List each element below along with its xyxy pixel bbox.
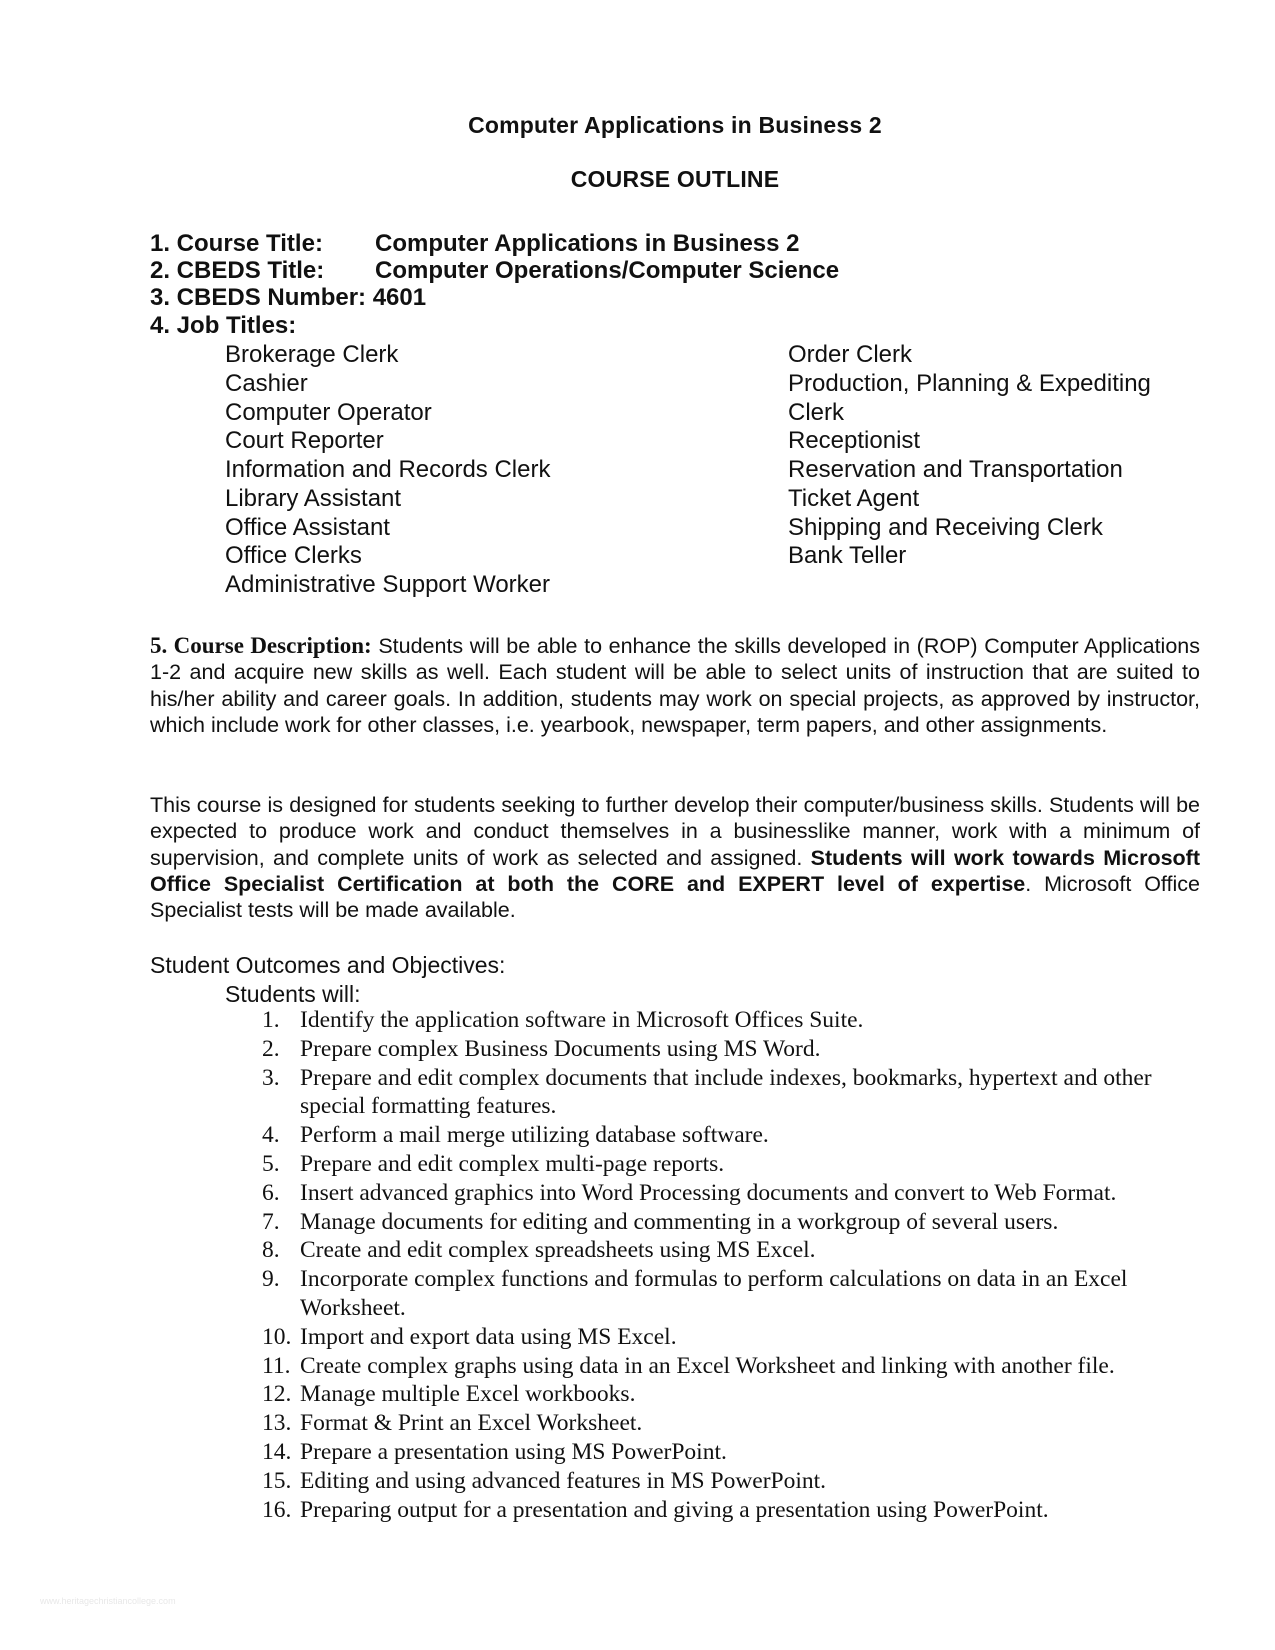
list-item: [262, 1236, 1202, 1265]
list-text: Manage multiple Excel workbooks.: [300, 1381, 636, 1408]
list-number: 13.: [262, 1410, 292, 1437]
job-title-item: Court Reporter: [225, 427, 384, 455]
job-title-item: Computer Operator: [225, 398, 432, 426]
field-value: Computer Operations/Computer Science: [375, 257, 840, 284]
list-number: 14.: [262, 1438, 292, 1465]
course-description-paragraph: [150, 633, 1200, 738]
job-title-item: Administrative Support Worker: [225, 571, 551, 598]
field-value: Computer Applications in Business 2: [375, 230, 800, 257]
list-text: Create complex graphs using data in an Excel Worksheet and linking with another file.: [300, 1352, 1115, 1379]
paragraph-text: . Microsoft Office Specialist tests will be made available.: [150, 871, 1200, 923]
document-subtitle: COURSE OUTLINE: [570, 166, 780, 192]
job-titles-left-column: [225, 341, 550, 600]
list-item: [262, 1179, 1202, 1208]
course-design-paragraph: [150, 792, 1200, 923]
list-text: Manage documents for editing and commenting in a workgroup of several users.: [300, 1208, 1059, 1235]
list-number: 5.: [262, 1150, 280, 1177]
list-text: Prepare complex Business Documents using MS Word.: [300, 1035, 821, 1062]
job-title-item: Ticket Agent: [788, 484, 920, 512]
list-number: 16.: [262, 1496, 292, 1523]
job-title-item: Brokerage Clerk: [225, 341, 399, 368]
course-description-text: Students will be able to enhance the skills developed in (ROP) Computer Applications 1-2 and acquire new skills as well. Each student will be able to select units of instruction that are suited to his/her ability and career goals. In addition, students may work on special projects, as approved by instructor, which include work for other classes, i.e. yearbook, newspaper, term papers, and other assignments.: [150, 634, 1200, 737]
outcomes-intro: Students will:: [225, 981, 361, 1007]
list-item: [262, 1035, 1202, 1064]
list-item: [262, 1467, 1202, 1496]
list-text: Identify the application software in Microsoft Offices Suite.: [300, 1007, 864, 1033]
field-label: 2. CBEDS Title:: [150, 257, 325, 284]
list-number: 1.: [262, 1007, 280, 1033]
list-number: 7.: [262, 1208, 280, 1235]
list-text: Format & Print an Excel Worksheet.: [300, 1410, 643, 1437]
list-number: 11.: [262, 1352, 291, 1379]
list-item: [262, 1409, 1202, 1438]
list-item: [262, 1265, 1202, 1323]
job-title-item: Clerk: [788, 398, 845, 426]
list-item: [262, 1496, 1202, 1525]
course-title-row: [150, 230, 800, 258]
list-number: 3.: [262, 1064, 280, 1091]
list-text: Preparing output for a presentation and giving a presentation using PowerPoint.: [300, 1496, 1049, 1523]
job-title-item: Bank Teller: [788, 542, 907, 570]
field-label: 1. Course Title:: [150, 230, 323, 257]
document-title: Computer Applications in Business 2: [468, 112, 882, 138]
list-item: [262, 1150, 1202, 1179]
field-label: 3. CBEDS Number: 4601: [150, 284, 427, 311]
list-number: 2.: [262, 1035, 280, 1062]
list-text: Create and edit complex spreadsheets using MS Excel.: [300, 1237, 816, 1264]
list-text: Prepare and edit complex multi-page reports.: [300, 1150, 725, 1177]
job-title-item: Library Assistant: [225, 484, 402, 512]
list-item: [262, 1352, 1202, 1381]
list-number: 4.: [262, 1122, 280, 1149]
job-title-item: Cashier: [225, 369, 308, 397]
objectives-list: [262, 1006, 1202, 1524]
list-item: [262, 1064, 1202, 1122]
list-text: Perform a mail merge utilizing database software.: [300, 1122, 769, 1149]
job-title-item: Production, Planning & Expediting: [788, 369, 1151, 397]
course-description-label: 5. Course Description:: [150, 633, 372, 658]
list-number: 15.: [262, 1467, 292, 1494]
cbeds-number-row: [150, 284, 426, 312]
list-item: [262, 1438, 1202, 1467]
list-text: Prepare a presentation using MS PowerPoint.: [300, 1438, 727, 1465]
list-text: Editing and using advanced features in MS PowerPoint.: [300, 1467, 827, 1494]
job-title-item: Receptionist: [788, 427, 921, 455]
certification-statement: Students will work towards Microsoft Office Specialist Certification at both the CORE and EXPERT level of expertise: [150, 845, 1200, 896]
outcomes-heading: Student Outcomes and Objectives:: [150, 952, 506, 978]
job-titles-heading: [150, 312, 296, 340]
field-label: 4. Job Titles:: [150, 312, 297, 339]
job-title-item: Shipping and Receiving Clerk: [788, 513, 1103, 541]
list-text: Insert advanced graphics into Word Processing documents and convert to Web Format.: [300, 1179, 1117, 1206]
list-text: Import and export data using MS Excel.: [300, 1323, 677, 1350]
list-item: [262, 1006, 1202, 1035]
list-item: [262, 1208, 1202, 1237]
list-number: 9.: [262, 1266, 280, 1293]
job-titles-right-column: [788, 341, 1151, 571]
list-text: Prepare and edit complex documents that include indexes, bookmarks, hypertext and other special formatting features.: [300, 1064, 1152, 1120]
job-title-item: Office Clerks: [225, 542, 362, 570]
watermark-text: www.heritagechristiancollege.com: [40, 1596, 176, 1606]
paragraph-text: This course is designed for students seeking to further develop their computer/business skills. Students will be expected to produce work and conduct themselves in a businesslike manner, work with a minimum of supervision, and complete units of work as selected and assigned.: [150, 793, 1200, 870]
list-number: 10.: [262, 1323, 292, 1350]
job-title-item: Information and Records Clerk: [225, 456, 551, 483]
list-item: [262, 1121, 1202, 1150]
cbeds-title-row: [150, 257, 839, 285]
job-title-item: Office Assistant: [225, 513, 390, 541]
list-text: Incorporate complex functions and formulas to perform calculations on data in an Excel Worksheet.: [300, 1266, 1128, 1321]
job-title-item: Order Clerk: [788, 341, 913, 368]
job-title-item: Reservation and Transportation: [788, 456, 1123, 483]
list-number: 6.: [262, 1179, 280, 1206]
list-item: [262, 1380, 1202, 1409]
list-item: [262, 1323, 1202, 1352]
list-number: 12.: [262, 1381, 292, 1408]
list-number: 8.: [262, 1237, 280, 1264]
